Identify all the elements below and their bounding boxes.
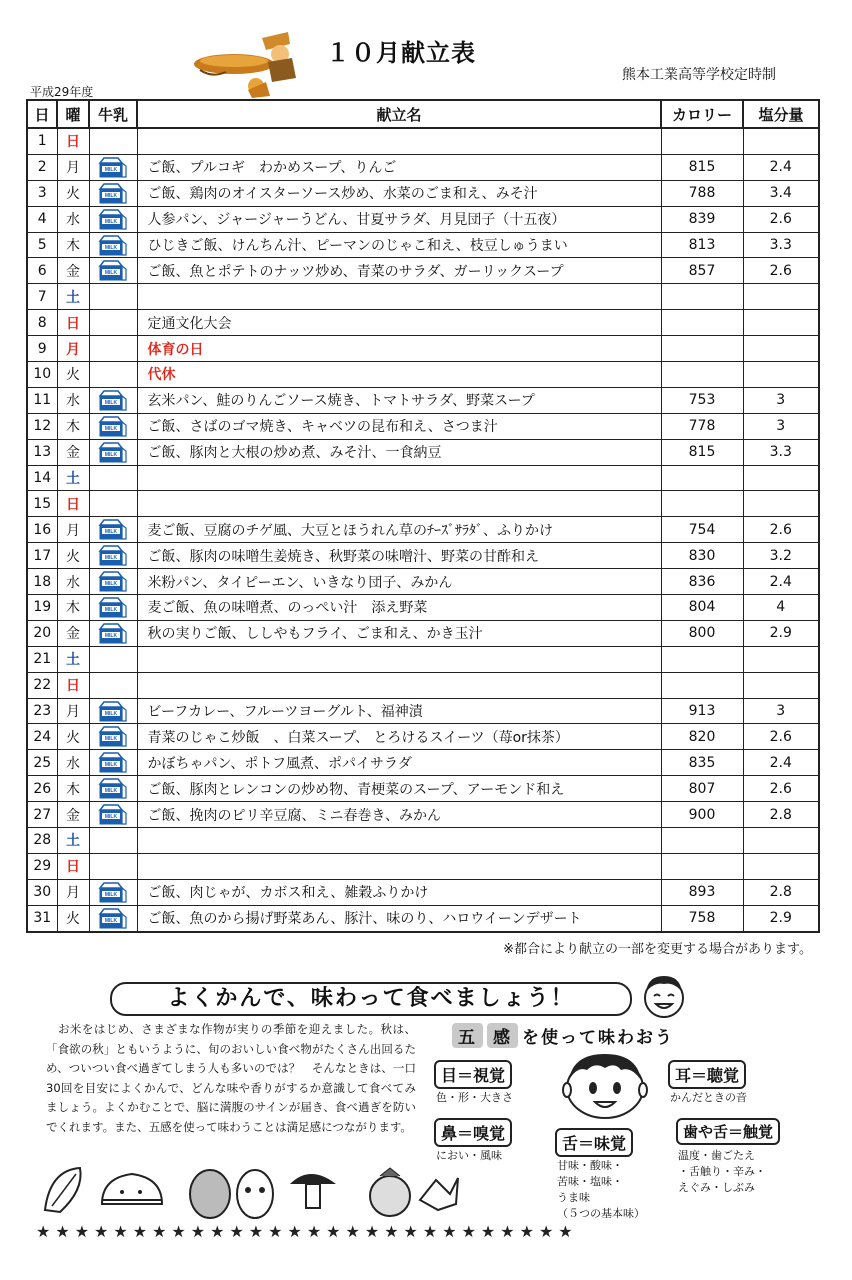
milk-label: MILK [104,762,118,769]
salt-cell: 2.6 [743,776,819,802]
autumn-witch-illustration [192,30,307,100]
milk-cell [89,154,137,180]
menu-cell: 麦ご飯、魚の味噌煮、のっぺい汁 添え野菜 [137,595,661,621]
salt-cell [743,853,819,879]
menu-cell: ご飯、プルコギ わかめスープ、りんご [137,154,661,180]
milk-cell [89,387,137,413]
milk-carton-icon [98,908,128,929]
milk-carton-icon [98,701,128,722]
table-row [27,698,819,724]
salt-cell: 2.8 [743,802,819,828]
calorie-cell [661,853,743,879]
milk-cell [89,828,137,854]
calorie-cell: 857 [661,258,743,284]
weekday-cell: 金 [57,439,89,465]
day-cell: 25 [27,750,57,776]
calorie-cell: 753 [661,387,743,413]
sense-smell-label: 鼻＝嗅覚 [434,1118,512,1147]
weekday-cell: 火 [57,180,89,206]
star-divider: ★★★★★★★★★★★★★★★★★★★★★★★★★★★★ [36,1222,578,1241]
school-name: 熊本工業高等学校定時制 [622,67,776,83]
menu-cell: 定通文化大会 [137,310,661,336]
day-cell: 2 [27,154,57,180]
calorie-cell: 807 [661,776,743,802]
day-cell: 6 [27,258,57,284]
table-row [27,879,819,905]
table-row [27,646,819,672]
sense-touch-desc [678,1148,766,1196]
milk-cell [89,206,137,232]
table-row [27,465,819,491]
menu-cell: 麦ご飯、豆腐のチゲ風、大豆とほうれん草のﾁｰｽﾞｻﾗﾀﾞ、ふりかけ [137,517,661,543]
header-salt: 塩分量 [743,100,819,128]
day-cell: 7 [27,284,57,310]
milk-carton-icon [98,519,128,540]
essay-text: お米をはじめ、さまざまな作物が実りの季節を迎えました。秋は、「食欲の秋」ともいうように、旬のおいしい食べ物がたくさん出回るため、ついつい食べ過ぎてしまう人も多いのでは？ そんなときは、一口30回を目安によくかんで、どんな味や香りがするか意識して食べてみましょう。よくかむことで、脳に満腹のサインが届き、食べ過ぎを防いでくれます。また、五感を使って味わうことは満足感につながります。 [46,1022,416,1134]
salt-cell [743,128,819,154]
table-row [27,776,819,802]
milk-cell [89,413,137,439]
header-menu: 献立名 [137,100,661,128]
milk-cell [89,620,137,646]
salt-cell: 2.6 [743,258,819,284]
weekday-cell: 水 [57,387,89,413]
salt-cell: 2.4 [743,569,819,595]
table-row [27,595,819,621]
milk-label: MILK [104,218,118,225]
day-cell: 24 [27,724,57,750]
sense-touch-desc-line: ・舌触り・辛み・ [678,1165,766,1178]
weekday-cell: 水 [57,750,89,776]
milk-cell [89,750,137,776]
day-cell: 13 [27,439,57,465]
milk-cell [89,905,137,931]
calorie-cell: 813 [661,232,743,258]
calorie-cell: 758 [661,905,743,931]
sense-taste-label: 舌＝味覚 [555,1128,633,1157]
table-row [27,905,819,931]
salt-cell [743,465,819,491]
page-title: １０月献立表 [326,39,476,67]
change-notice: ※都合により献立の一部を変更する場合があります。 [503,942,812,957]
milk-label: MILK [104,606,118,613]
calorie-cell: 815 [661,154,743,180]
weekday-cell: 月 [57,698,89,724]
table-row [27,413,819,439]
day-cell: 16 [27,517,57,543]
day-cell: 8 [27,310,57,336]
table-row [27,750,819,776]
calorie-cell [661,491,743,517]
salt-cell: 2.6 [743,517,819,543]
menu-cell: ご飯、豚肉とレンコンの炒め物、青梗菜のスープ、アーモンド和え [137,776,661,802]
salt-cell: 4 [743,595,819,621]
table-row [27,853,819,879]
menu-cell [137,491,661,517]
day-cell: 17 [27,543,57,569]
calorie-cell [661,284,743,310]
day-cell: 27 [27,802,57,828]
milk-cell [89,180,137,206]
day-cell: 30 [27,879,57,905]
table-row [27,672,819,698]
menu-cell [137,828,661,854]
day-cell: 28 [27,828,57,854]
salt-cell: 2.9 [743,620,819,646]
autumn-foods-illustration [40,1160,460,1220]
weekday-cell: 金 [57,620,89,646]
calorie-cell: 788 [661,180,743,206]
table-row [27,154,819,180]
table-row [27,206,819,232]
calorie-cell: 754 [661,517,743,543]
calorie-cell: 913 [661,698,743,724]
day-cell: 18 [27,569,57,595]
milk-label: MILK [104,399,118,406]
weekday-cell: 土 [57,284,89,310]
milk-label: MILK [104,244,118,251]
salt-cell: 3.3 [743,439,819,465]
salt-cell: 3.4 [743,180,819,206]
milk-carton-icon [98,726,128,747]
day-cell: 20 [27,620,57,646]
weekday-cell: 月 [57,517,89,543]
sense-touch-desc-line: えぐみ・しぶみ [678,1181,755,1194]
milk-carton-icon [98,804,128,825]
chew-well-banner: よくかんで、味わって食べましょう！ [110,982,632,1016]
milk-label: MILK [104,166,118,173]
table-row [27,543,819,569]
weekday-cell: 土 [57,828,89,854]
milk-label: MILK [104,581,118,588]
sense-hearing-label: 耳＝聴覚 [668,1060,746,1089]
table-row [27,362,819,388]
milk-label: MILK [104,891,118,898]
milk-label: MILK [104,632,118,639]
menu-cell: ご飯、挽肉のピリ辛豆腐、ミニ春巻き、みかん [137,802,661,828]
calorie-cell [661,672,743,698]
menu-cell: かぼちゃパン、ポトフ風煮、ポパイサラダ [137,750,661,776]
milk-cell [89,128,137,154]
milk-carton-icon [98,597,128,618]
salt-cell: 3.3 [743,232,819,258]
calorie-cell: 800 [661,620,743,646]
calorie-cell [661,362,743,388]
milk-label: MILK [104,710,118,717]
menu-cell: ひじきご飯、けんちん汁、ピーマンのじゃこ和え、枝豆しゅうまい [137,232,661,258]
table-row [27,724,819,750]
milk-label: MILK [104,555,118,562]
senses-title-rest: を使って味わおう [522,1028,674,1048]
sense-taste-desc-line: 苦味・塩味・ [557,1175,623,1188]
sense-taste-desc-line: （５つの基本味） [557,1207,645,1220]
milk-cell [89,853,137,879]
day-cell: 19 [27,595,57,621]
milk-cell [89,258,137,284]
milk-carton-icon [98,416,128,437]
calorie-cell: 900 [661,802,743,828]
calorie-cell [661,828,743,854]
salt-cell [743,491,819,517]
menu-cell [137,672,661,698]
weekday-cell: 火 [57,905,89,931]
milk-carton-icon [98,545,128,566]
milk-cell [89,284,137,310]
salt-cell: 2.4 [743,154,819,180]
weekday-cell: 木 [57,413,89,439]
milk-carton-icon [98,260,128,281]
menu-cell: ご飯、鶏肉のオイスターソース炒め、水菜のごま和え、みそ汁 [137,180,661,206]
menu-cell: 秋の実りご飯、ししやもフライ、ごま和え、かき玉汁 [137,620,661,646]
salt-cell [743,362,819,388]
calorie-cell: 839 [661,206,743,232]
milk-cell [89,543,137,569]
weekday-cell: 日 [57,672,89,698]
salt-cell [743,310,819,336]
calorie-cell: 836 [661,569,743,595]
milk-carton-icon [98,882,128,903]
salt-cell: 2.8 [743,879,819,905]
five-senses-title [452,1023,674,1048]
milk-cell [89,517,137,543]
milk-carton-icon [98,623,128,644]
sense-sight-desc: 色・形・大きさ [436,1091,513,1104]
day-cell: 11 [27,387,57,413]
sense-taste-desc-line: 甘味・酸味・ [557,1159,623,1172]
milk-label: MILK [104,451,118,458]
weekday-cell: 金 [57,258,89,284]
milk-cell [89,491,137,517]
weekday-cell: 土 [57,646,89,672]
weekday-cell: 土 [57,465,89,491]
table-row [27,284,819,310]
day-cell: 1 [27,128,57,154]
weekday-cell: 日 [57,128,89,154]
salt-cell: 2.6 [743,724,819,750]
sense-sight-label: 目＝視覚 [434,1060,512,1089]
table-row [27,336,819,362]
table-row [27,128,819,154]
table-row [27,310,819,336]
milk-cell [89,310,137,336]
menu-cell [137,646,661,672]
milk-carton-icon [98,778,128,799]
table-row [27,232,819,258]
menu-cell: ご飯、豚肉の味噌生姜焼き、秋野菜の味噌汁、野菜の甘酢和え [137,543,661,569]
table-header-row [27,100,819,128]
senses-title-kanji-2: 感 [487,1023,518,1048]
sense-taste-desc [557,1158,645,1222]
menu-cell [137,284,661,310]
milk-label: MILK [104,270,118,277]
weekday-cell: 火 [57,724,89,750]
table-row [27,828,819,854]
salt-cell [743,336,819,362]
header-calories: カロリー [661,100,743,128]
weekday-cell: 木 [57,595,89,621]
milk-cell [89,802,137,828]
milk-cell [89,879,137,905]
milk-label: MILK [104,736,118,743]
calorie-cell [661,128,743,154]
salt-cell [743,828,819,854]
weekday-cell: 月 [57,336,89,362]
day-cell: 10 [27,362,57,388]
calorie-cell: 815 [661,439,743,465]
calorie-cell: 804 [661,595,743,621]
weekday-cell: 水 [57,206,89,232]
day-cell: 15 [27,491,57,517]
calorie-cell: 835 [661,750,743,776]
menu-cell: 玄米パン、鮭のりんごソース焼き、トマトサラダ、野菜スープ [137,387,661,413]
calorie-cell: 893 [661,879,743,905]
weekday-cell: 火 [57,543,89,569]
milk-cell [89,646,137,672]
menu-cell [137,853,661,879]
milk-carton-icon [98,235,128,256]
weekday-cell: 木 [57,232,89,258]
menu-cell: ご飯、豚肉と大根の炒め煮、みそ汁、一食納豆 [137,439,661,465]
salt-cell: 3 [743,387,819,413]
weekday-cell: 火 [57,362,89,388]
milk-label: MILK [104,788,118,795]
milk-cell [89,698,137,724]
menu-cell: 代休 [137,362,661,388]
milk-cell [89,232,137,258]
milk-cell [89,672,137,698]
salt-cell: 2.9 [743,905,819,931]
weekday-cell: 日 [57,310,89,336]
menu-cell: 人参パン、ジャージャーうどん、甘夏サラダ、月見団子（十五夜） [137,206,661,232]
milk-carton-icon [98,209,128,230]
day-cell: 21 [27,646,57,672]
weekday-cell: 日 [57,853,89,879]
weekday-cell: 日 [57,491,89,517]
salt-cell [743,672,819,698]
header-day: 日 [27,100,57,128]
milk-label: MILK [104,192,118,199]
calorie-cell: 820 [661,724,743,750]
calorie-cell [661,310,743,336]
milk-carton-icon [98,752,128,773]
salt-cell [743,284,819,310]
calorie-cell [661,646,743,672]
sense-touch-desc-line: 温度・歯ごたえ [678,1149,755,1162]
menu-table-body [27,128,819,932]
menu-cell: 体育の日 [137,336,661,362]
calorie-cell [661,336,743,362]
menu-cell: ご飯、魚とポテトのナッツ炒め、青菜のサラダ、ガーリックスープ [137,258,661,284]
boy-face-icon [555,1050,655,1120]
milk-cell [89,569,137,595]
milk-cell [89,724,137,750]
salt-cell: 3 [743,698,819,724]
fiscal-year: 平成29年度 [30,85,94,99]
salt-cell: 3.2 [743,543,819,569]
weekday-cell: 月 [57,154,89,180]
milk-carton-icon [98,390,128,411]
milk-cell [89,336,137,362]
salt-cell: 2.6 [743,206,819,232]
calorie-cell: 830 [661,543,743,569]
sense-taste-desc-line: うま味 [557,1191,590,1204]
weekday-cell: 木 [57,776,89,802]
milk-carton-icon [98,442,128,463]
table-row [27,517,819,543]
milk-carton-icon [98,571,128,592]
calorie-cell: 778 [661,413,743,439]
calorie-cell [661,465,743,491]
table-row [27,802,819,828]
menu-cell [137,128,661,154]
weekday-cell: 金 [57,802,89,828]
weekday-cell: 水 [57,569,89,595]
table-row [27,387,819,413]
senses-title-kanji-1: 五 [452,1023,483,1048]
menu-cell: ビーフカレー、フルーツヨーグルト、福神漬 [137,698,661,724]
menu-cell: 青菜のじゃこ炒飯 、白菜スープ、 とろけるスイーツ（苺or抹茶） [137,724,661,750]
milk-label: MILK [104,529,118,536]
milk-carton-icon [98,183,128,204]
day-cell: 23 [27,698,57,724]
day-cell: 31 [27,905,57,931]
day-cell: 26 [27,776,57,802]
salt-cell: 2.4 [743,750,819,776]
day-cell: 5 [27,232,57,258]
menu-cell [137,465,661,491]
table-row [27,569,819,595]
header-weekday: 曜 [57,100,89,128]
day-cell: 14 [27,465,57,491]
milk-label: MILK [104,814,118,821]
table-row [27,258,819,284]
milk-carton-icon [98,157,128,178]
menu-cell: ご飯、魚のから揚げ野菜あん、豚汁、味のり、ハロウイーンデザート [137,905,661,931]
milk-cell [89,362,137,388]
day-cell: 12 [27,413,57,439]
smiling-boy-icon [634,970,694,1020]
menu-table [26,99,820,933]
sense-hearing-desc: かんだときの音 [670,1091,747,1104]
milk-cell [89,776,137,802]
milk-cell [89,465,137,491]
menu-cell: ご飯、肉じゃが、カボス和え、雑穀ふりかけ [137,879,661,905]
milk-cell [89,439,137,465]
day-cell: 22 [27,672,57,698]
day-cell: 9 [27,336,57,362]
salt-cell: 3 [743,413,819,439]
day-cell: 29 [27,853,57,879]
table-row [27,180,819,206]
milk-label: MILK [104,425,118,432]
sense-touch-label: 歯や舌＝触覚 [676,1118,780,1145]
milk-cell [89,595,137,621]
sense-smell-desc: におい・風味 [436,1149,502,1162]
milk-label: MILK [104,917,118,924]
header-milk: 牛乳 [89,100,137,128]
menu-cell: ご飯、さばのゴマ焼き、キャベツの昆布和え、さつま汁 [137,413,661,439]
day-cell: 4 [27,206,57,232]
table-row [27,620,819,646]
day-cell: 3 [27,180,57,206]
table-row [27,491,819,517]
menu-cell: 米粉パン、タイピーエン、いきなり団子、みかん [137,569,661,595]
table-row [27,439,819,465]
salt-cell [743,646,819,672]
weekday-cell: 月 [57,879,89,905]
